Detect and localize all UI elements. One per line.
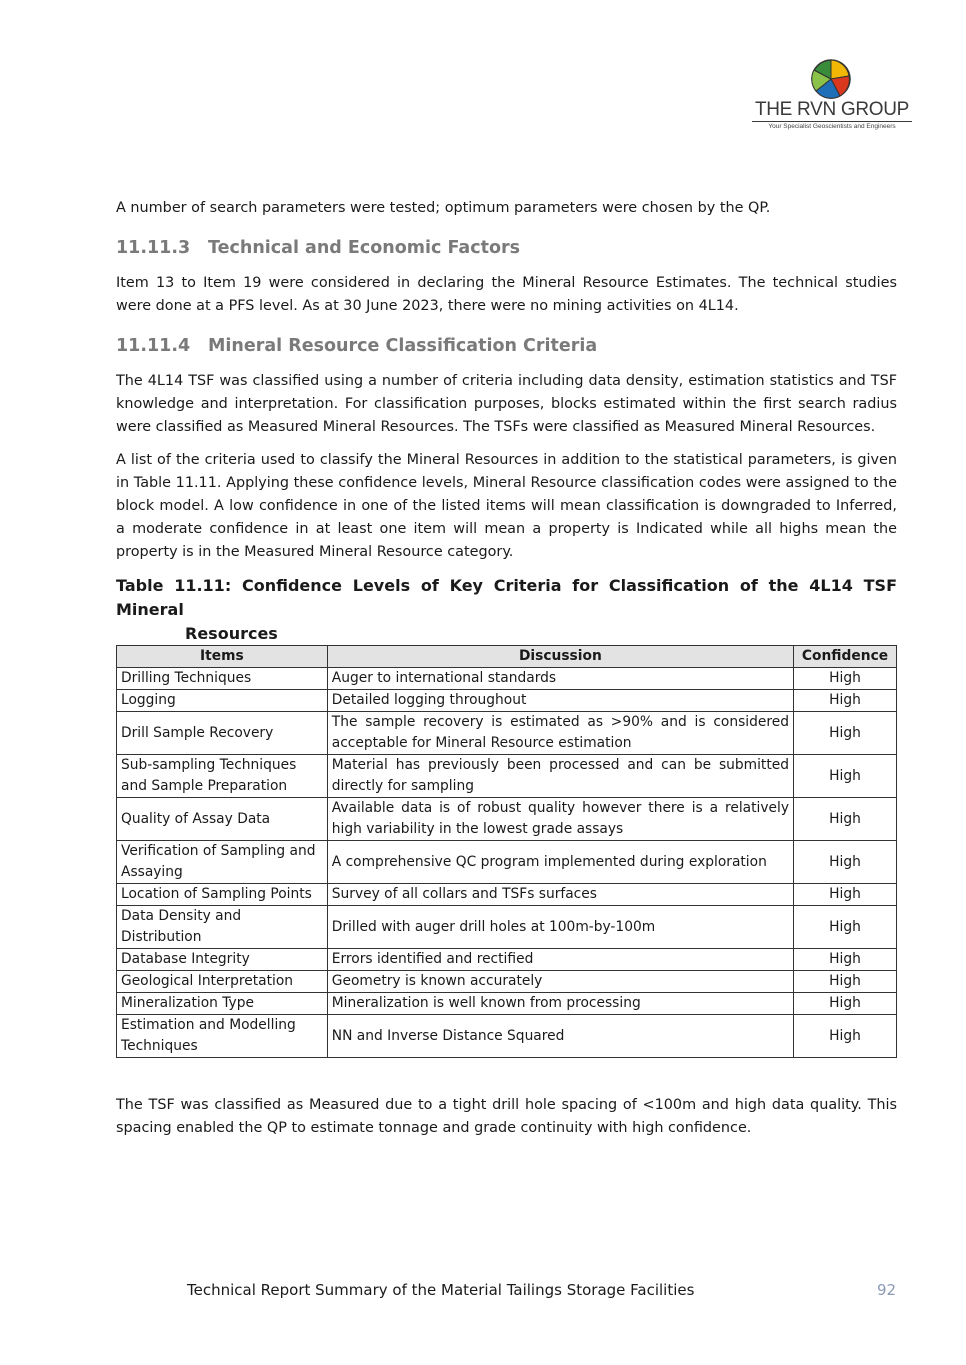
table-row <box>117 712 897 755</box>
closing-paragraph: The TSF was classified as Measured due to a tight drill hole spacing of <100m and high data quality. This spacing enabled the QP to estimate tonnage and grade continuity with high confidence. <box>116 1097 897 1136</box>
confidence-cell: High <box>794 993 897 1015</box>
table-row <box>117 906 897 949</box>
table-row <box>117 1015 897 1058</box>
item-cell: Verification of Sampling and Assaying <box>117 841 328 884</box>
discussion-cell: Mineralization is well known from processing <box>327 993 793 1015</box>
item-cell: Drilling Techniques <box>117 668 328 690</box>
table-row <box>117 949 897 971</box>
item-cell: Mineralization Type <box>117 993 328 1015</box>
discussion-cell: Errors identified and rectified <box>327 949 793 971</box>
discussion-cell: Available data is of robust quality however there is a relatively high variability in the lowest grade assays <box>327 798 793 841</box>
item-cell: Logging <box>117 690 328 712</box>
section-11-11-4-paragraph-1: The 4L14 TSF was classified using a number of criteria including data density, estimation statistics and TSF knowledge and interpretation. For classification purposes, blocks estimated within the first search radius were classified as Measured Mineral Resources. The TSFs were classified as Measured Mineral Resources. <box>116 373 897 435</box>
discussion-cell: Auger to international standards <box>327 668 793 690</box>
discussion-cell: Survey of all collars and TSFs surfaces <box>327 884 793 906</box>
logo-tagline: Your Specialist Geoscientists and Engineers <box>768 123 896 130</box>
item-cell: Quality of Assay Data <box>117 798 328 841</box>
table-row <box>117 841 897 884</box>
table-row <box>117 884 897 906</box>
table-caption <box>116 574 897 646</box>
item-cell: Estimation and Modelling Techniques <box>117 1015 328 1058</box>
section-11-11-4-paragraph-2: A list of the criteria used to classify the Mineral Resources in addition to the statistical parameters, is given in Table 11.11. Applying these confidence levels, Mineral Resource classification codes were assigned to the block model. A low confidence in one of the listed items will mean classification is downgraded to Inferred, a moderate confidence in at least one item will mean a property is Indicated while all highs mean the property is in the Measured Mineral Resource category. <box>116 452 897 560</box>
section-title: Mineral Resource Classification Criteria <box>208 336 598 356</box>
confidence-cell: High <box>794 668 897 690</box>
intro-paragraph: A number of search parameters were tested; optimum parameters were chosen by the QP. <box>116 200 771 216</box>
table-row <box>117 798 897 841</box>
confidence-cell: High <box>794 949 897 971</box>
document-body <box>116 197 897 1150</box>
item-cell: Geological Interpretation <box>117 971 328 993</box>
table-row <box>117 755 897 798</box>
table-row <box>117 690 897 712</box>
confidence-cell: High <box>794 798 897 841</box>
discussion-cell: The sample recovery is estimated as >90% and is considered acceptable for Mineral Resource estimation <box>327 712 793 755</box>
page-number: 92 <box>877 1281 897 1299</box>
section-title: Technical and Economic Factors <box>208 238 521 258</box>
table-row <box>117 971 897 993</box>
discussion-cell: Drilled with auger drill holes at 100m-by-100m <box>327 906 793 949</box>
logo-wheel-icon <box>810 58 852 100</box>
confidence-cell: High <box>794 690 897 712</box>
column-header-confidence: Confidence <box>794 646 897 668</box>
section-number: 11.11.4 <box>116 336 191 356</box>
table-header-row <box>117 646 897 668</box>
column-header-discussion: Discussion <box>327 646 793 668</box>
table-row <box>117 668 897 690</box>
discussion-cell: Detailed logging throughout <box>327 690 793 712</box>
logo-name: THE RVN GROUP <box>752 100 912 122</box>
section-heading-11-11-3 <box>116 237 897 259</box>
confidence-cell: High <box>794 884 897 906</box>
item-cell: Location of Sampling Points <box>117 884 328 906</box>
table-caption-line-1: Table 11.11: Confidence Levels of Key Criteria for Classification of the 4L14 TSF Mineral <box>116 576 897 619</box>
item-cell: Data Density and Distribution <box>117 906 328 949</box>
confidence-cell: High <box>794 841 897 884</box>
confidence-cell: High <box>794 906 897 949</box>
section-heading-11-11-4 <box>116 335 897 357</box>
section-number: 11.11.3 <box>116 238 191 258</box>
discussion-cell: A comprehensive QC program implemented during exploration <box>327 841 793 884</box>
discussion-cell: Material has previously been processed and can be submitted directly for sampling <box>327 755 793 798</box>
footer-title: Technical Report Summary of the Material Tailings Storage Facilities <box>187 1281 695 1299</box>
item-cell: Database Integrity <box>117 949 328 971</box>
company-logo <box>752 58 912 132</box>
column-header-items: Items <box>117 646 328 668</box>
confidence-cell: High <box>794 712 897 755</box>
confidence-cell: High <box>794 971 897 993</box>
section-11-11-3-paragraph: Item 13 to Item 19 were considered in declaring the Mineral Resource Estimates. The technical studies were done at a PFS level. As at 30 June 2023, there were no mining activities on 4L14. <box>116 275 897 314</box>
confidence-cell: High <box>794 755 897 798</box>
discussion-cell: Geometry is known accurately <box>327 971 793 993</box>
table-row <box>117 993 897 1015</box>
item-cell: Drill Sample Recovery <box>117 712 328 755</box>
confidence-cell: High <box>794 1015 897 1058</box>
item-cell: Sub-sampling Techniques and Sample Preparation <box>117 755 328 798</box>
confidence-table <box>116 645 897 1058</box>
table-caption-line-2: Resources <box>185 624 278 643</box>
discussion-cell: NN and Inverse Distance Squared <box>327 1015 793 1058</box>
